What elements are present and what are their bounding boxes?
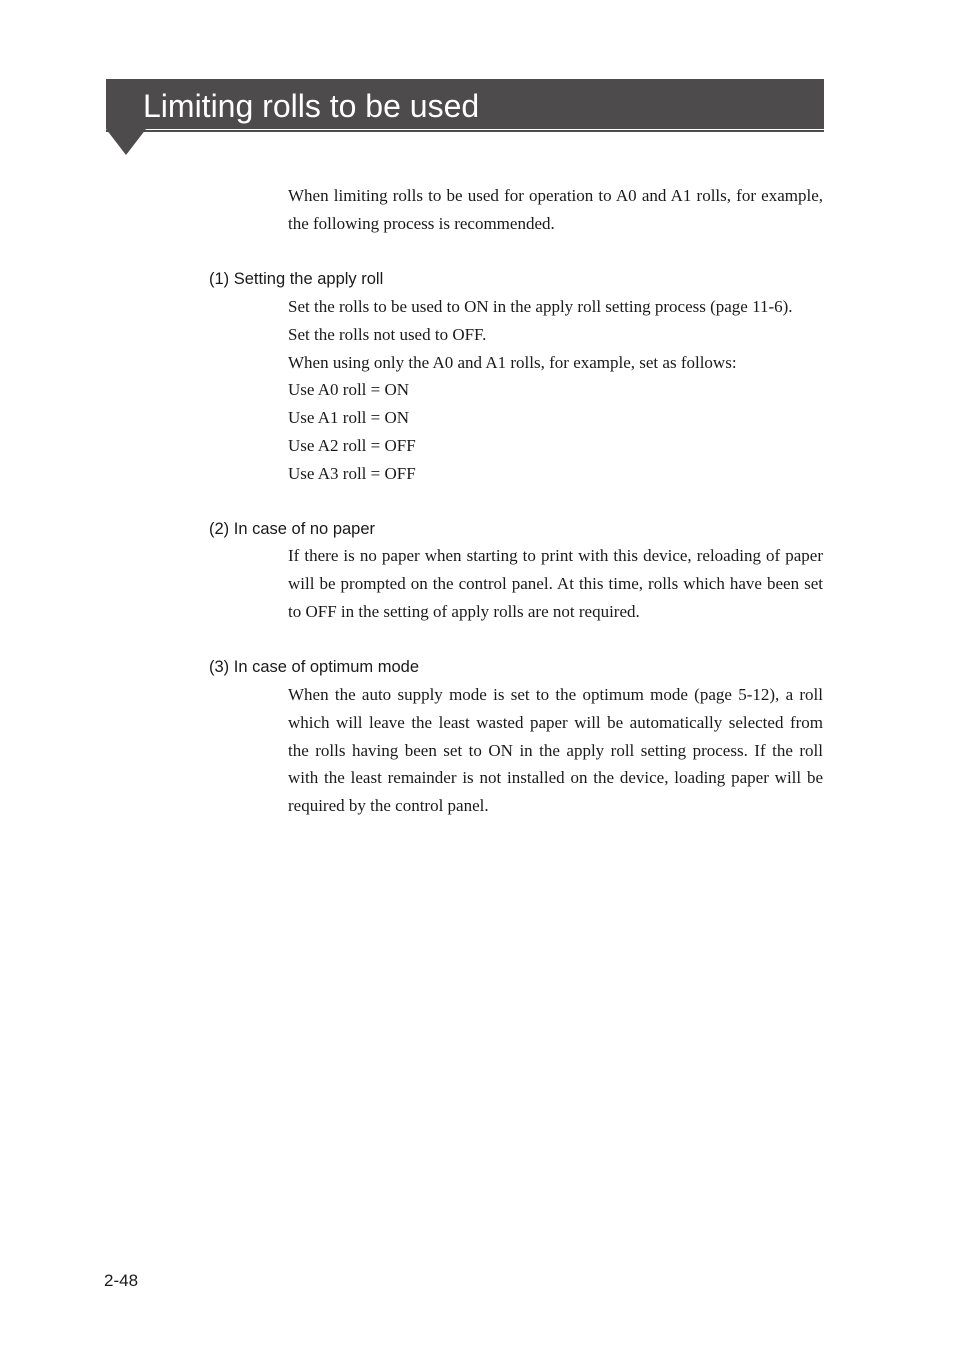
page-number: 2-48 [104,1271,139,1290]
body-paragraph: If there is no paper when starting to print with this device, reloading of paper will be prompted on the control panel. At this time, rolls which have been set to OFF in the setting of apply rolls are not required. [288,546,823,621]
intro-paragraph: When limiting rolls to be used for operation to A0 and A1 rolls, for example, the following process is recommended. [288,186,823,233]
body-line: Set the rolls to be used to ON in the apply roll setting process (page 11-6). [288,297,793,316]
section-heading-no-paper: (2) In case of no paper [209,520,376,538]
section-body-no-paper [288,542,823,625]
section-title-bar [106,79,824,129]
section-heading-optimum-mode: (3) In case of optimum mode [209,658,420,676]
setting-line-a1: Use A1 roll = ON [288,408,410,428]
page-title: Limiting rolls to be used [143,88,480,124]
section-body-optimum-mode [288,681,823,820]
body-paragraph: When the auto supply mode is set to the optimum mode (page 5-12), a roll which will leave the least wasted paper will be automatically selected from the rolls having been set to ON in the apply roll setting process. If the roll with the least remainder is not installed on the device, loading paper will be required by the control panel. [288,685,823,816]
setting-line-a3: Use A3 roll = OFF [288,463,416,483]
section-heading-apply-roll: (1) Setting the apply roll [209,270,384,288]
setting-line-a2: Use A2 roll = OFF [288,435,416,455]
title-underline [106,130,824,132]
section-body-apply-roll [288,293,823,488]
title-tab-marker [106,129,146,155]
body-line: When using only the A0 and A1 rolls, for example, set as follows: [288,352,737,372]
body-line: Set the rolls not used to OFF. [288,324,487,344]
setting-line-a0: Use A0 roll = ON [288,380,410,400]
